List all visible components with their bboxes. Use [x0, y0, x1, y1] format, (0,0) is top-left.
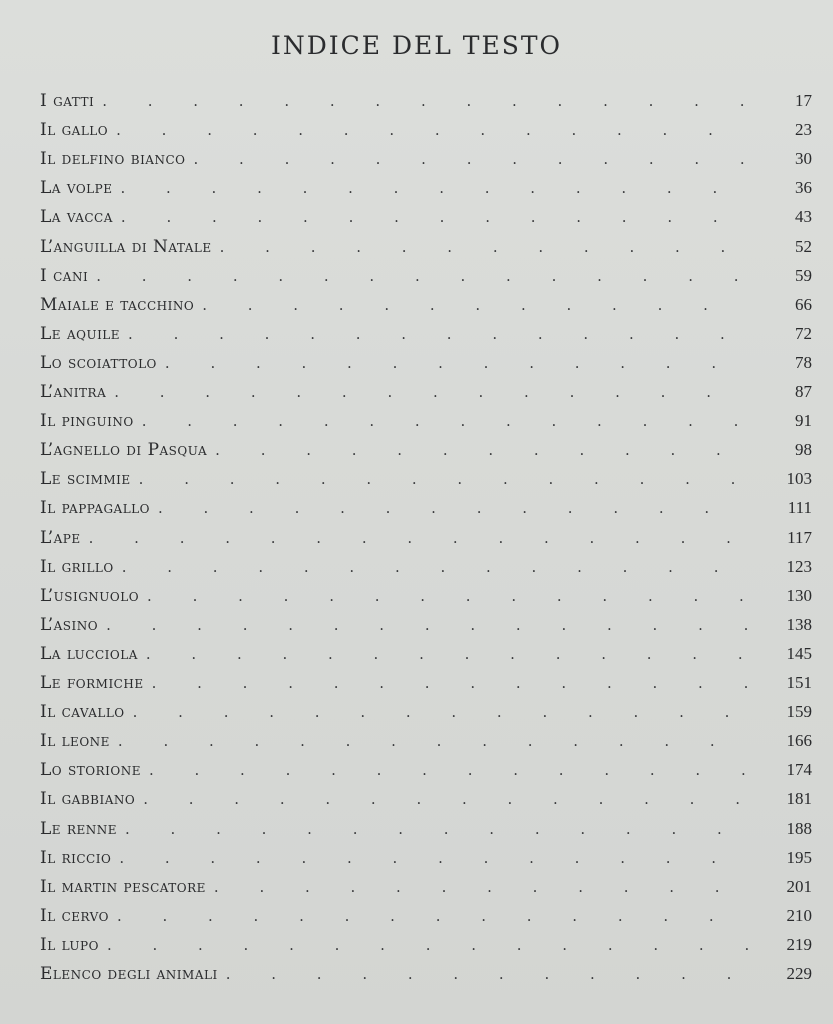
toc-entry — [40, 702, 812, 728]
toc-entry — [40, 586, 812, 612]
toc-entry-title: L’usignuolo — [40, 585, 140, 606]
dot-leader — [133, 703, 750, 725]
toc-entry-title: Il grillo — [40, 556, 114, 577]
toc-entry-title: L’anitra — [40, 382, 107, 402]
toc-entry-title: Il pinguino — [40, 411, 134, 432]
toc-entry — [40, 207, 812, 233]
toc-entry-title: Il martin pescatore — [40, 876, 206, 897]
dot-leader — [143, 790, 750, 812]
toc-page-number: 98 — [795, 440, 812, 460]
toc-page-number: 229 — [786, 964, 812, 983]
toc-page-number: 123 — [786, 556, 812, 576]
dot-leader — [149, 761, 750, 783]
toc-entry-title: Il cervo — [40, 905, 109, 926]
toc-entry-title: Le formiche — [40, 673, 144, 693]
dot-leader — [102, 92, 750, 114]
toc-entry — [40, 237, 812, 263]
dot-leader — [215, 441, 750, 463]
toc-entry-title: Il cavallo — [40, 702, 125, 723]
page-title: INDICE DEL TESTO — [270, 30, 563, 60]
toc-entry — [40, 615, 812, 641]
toc-entry — [40, 789, 812, 815]
toc-entry — [40, 819, 812, 845]
toc-entry-title: Le scimmie — [40, 469, 131, 490]
toc-entry — [40, 353, 812, 379]
dot-leader — [147, 587, 750, 609]
toc-page-number: 188 — [786, 818, 812, 838]
toc-page-number: 23 — [795, 120, 812, 140]
toc-page-number: 59 — [795, 265, 812, 285]
toc-entry-title: Il riccio — [40, 847, 112, 868]
toc-page-number: 52 — [795, 236, 812, 256]
dot-leader — [158, 499, 750, 521]
toc-page-number: 87 — [795, 382, 812, 401]
toc-entry-title: Il leone — [40, 731, 110, 752]
dot-leader — [152, 674, 750, 696]
toc-page-number: 181 — [786, 789, 812, 809]
toc-page-number: 103 — [786, 469, 812, 489]
dot-leader — [220, 238, 750, 260]
toc-entry — [40, 673, 812, 699]
dot-leader — [106, 616, 750, 638]
toc-entry-title: Le aquile — [40, 323, 121, 344]
toc-page-number: 17 — [795, 91, 812, 110]
toc-entry — [40, 528, 812, 554]
dot-leader — [125, 820, 750, 842]
toc-entry — [40, 411, 812, 437]
dot-leader — [122, 558, 750, 580]
dot-leader — [116, 121, 750, 143]
toc-entry — [40, 848, 812, 874]
toc-page-number: 117 — [787, 527, 812, 547]
dot-leader — [165, 354, 750, 376]
toc-entry-title: L’ape — [40, 527, 81, 548]
toc-entry — [40, 906, 812, 932]
dot-leader — [96, 267, 750, 289]
toc-page-number: 78 — [795, 352, 812, 372]
toc-entry-title: Elenco degli animali — [40, 964, 218, 984]
dot-leader — [146, 645, 750, 667]
toc-entry — [40, 440, 812, 466]
toc-entry-title: La volpe — [40, 178, 113, 199]
dot-leader — [118, 732, 750, 754]
toc-entry — [40, 295, 812, 321]
toc-page-number: 159 — [786, 702, 812, 722]
dot-leader — [202, 296, 750, 318]
toc-entry-title: Il pappagallo — [40, 498, 150, 519]
dot-leader — [139, 470, 750, 492]
toc-page-number: 130 — [786, 585, 812, 605]
toc-entry — [40, 760, 812, 786]
toc-entry-title: L’asino — [40, 614, 99, 635]
toc-entry — [40, 149, 812, 175]
toc-entry — [40, 91, 812, 117]
toc-page-number: 174 — [786, 760, 812, 780]
dot-leader — [142, 412, 750, 434]
dot-leader — [128, 325, 750, 347]
toc-entry — [40, 557, 812, 583]
dot-leader — [114, 383, 750, 405]
dot-leader — [214, 878, 750, 900]
dot-leader — [117, 907, 750, 929]
dot-leader — [89, 529, 750, 551]
dot-leader — [226, 965, 750, 987]
toc-entry — [40, 731, 812, 757]
toc-page-number: 36 — [795, 178, 812, 198]
toc-page-number: 210 — [786, 905, 812, 925]
toc-entry-title: I cani — [40, 265, 89, 286]
toc-entry — [40, 120, 812, 146]
toc-page-number: 111 — [787, 498, 812, 518]
toc-entry-title: Maiale e tacchino — [40, 294, 195, 315]
toc-entry — [40, 935, 812, 961]
toc-page-number: 72 — [795, 323, 812, 343]
toc-entry-title: Il gallo — [40, 120, 109, 141]
toc-entry-title: L’anguilla di Natale — [40, 236, 212, 257]
toc-page-number: 166 — [786, 731, 812, 751]
toc-entry — [40, 324, 812, 350]
toc-entry-title: La lucciola — [40, 643, 138, 664]
toc-entry-title: Il delfino bianco — [40, 149, 186, 170]
dot-leader — [194, 150, 751, 172]
toc-page-number: 43 — [795, 207, 812, 227]
toc-entry-title: L’agnello di Pasqua — [40, 440, 208, 461]
toc-entry — [40, 469, 812, 495]
dot-leader — [120, 179, 750, 201]
toc-entry — [40, 498, 812, 524]
toc-entry-title: Il lupo — [40, 934, 99, 955]
toc-entry — [40, 178, 812, 204]
toc-page-number: 145 — [786, 643, 812, 663]
toc-page-number: 66 — [795, 294, 812, 314]
toc-entry — [40, 266, 812, 292]
toc-entry-title: Il gabbiano — [40, 789, 136, 810]
toc-page-number: 219 — [786, 934, 812, 954]
toc-page-number: 30 — [795, 149, 812, 169]
dot-leader — [119, 849, 750, 871]
dot-leader — [107, 936, 750, 958]
toc-entry — [40, 964, 812, 990]
toc-page-number: 195 — [786, 847, 812, 867]
toc-entry — [40, 877, 812, 903]
toc-entry-title: Lo scoiattolo — [40, 352, 157, 373]
toc-entry-title: Lo storione — [40, 760, 141, 781]
toc-entry-title: La vacca — [40, 207, 113, 228]
toc-entry-title: I gatti — [40, 91, 95, 111]
toc-page-number: 138 — [786, 614, 812, 634]
toc-entry — [40, 644, 812, 670]
toc-entry-title: Le renne — [40, 818, 118, 839]
toc-entry — [40, 382, 812, 408]
dot-leader — [121, 208, 750, 230]
toc-page-number: 151 — [786, 673, 812, 692]
toc-page-number: 201 — [786, 876, 812, 896]
toc-page-number: 91 — [795, 411, 812, 431]
